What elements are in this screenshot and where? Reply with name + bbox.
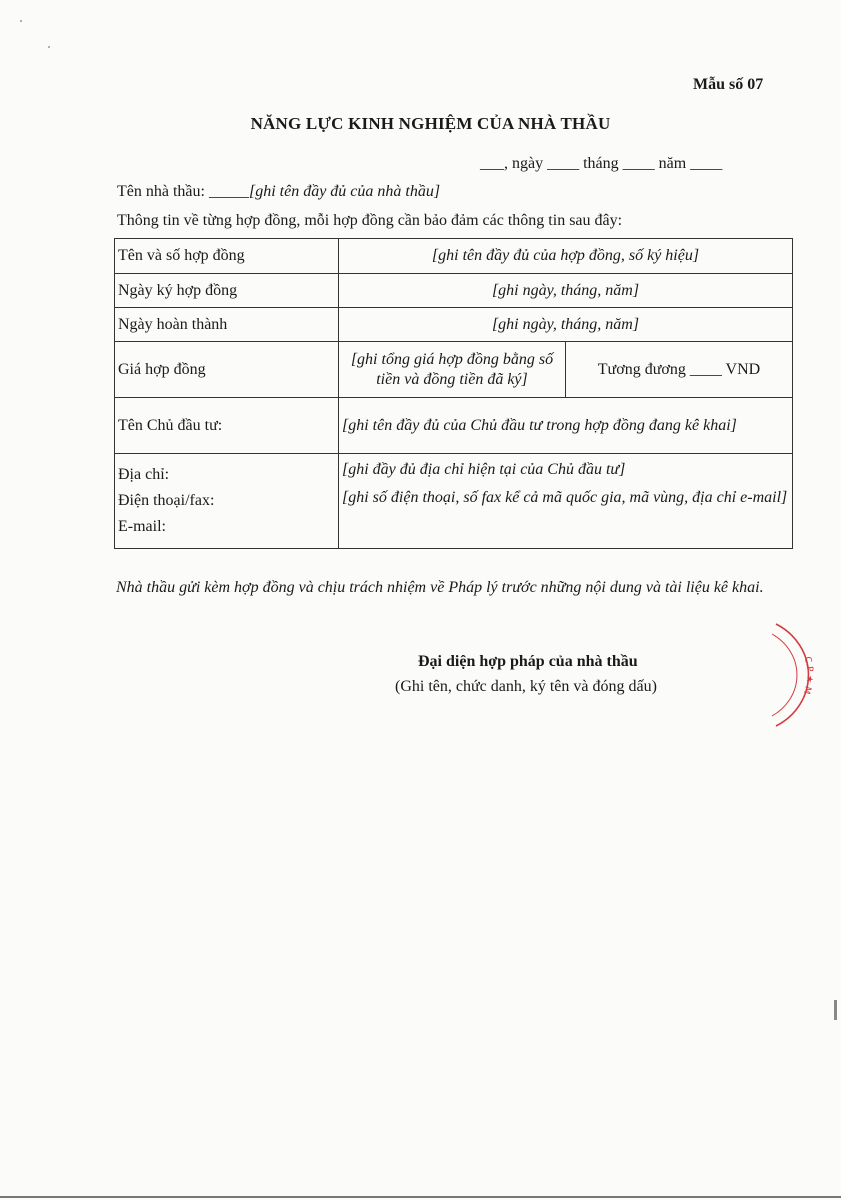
- scan-edge-mark: [834, 1000, 837, 1020]
- signature-subtitle: (Ghi tên, chức danh, ký tên và đóng dấu): [395, 678, 657, 695]
- owner-name-value: [ghi tên đầy đủ của Chủ đầu tư trong hợp đồng đang kê khai]: [339, 398, 793, 454]
- contract-price-equivalent: Tương đương ____ VND: [566, 342, 793, 398]
- address-label: Địa chỉ:: [118, 466, 170, 483]
- document-title: NĂNG LỰC KINH NGHIỆM CỦA NHÀ THẦU: [250, 114, 611, 133]
- table-row: [115, 239, 793, 274]
- contractor-name-line: [117, 183, 440, 201]
- scan-speck: [20, 20, 22, 22]
- contractor-placeholder: [ghi tên đầy đủ của nhà thầu]: [248, 183, 441, 200]
- seal-outer-ring: [776, 624, 808, 726]
- address-value: [ghi đầy đủ địa chỉ hiện tại của Chủ đầu tư]: [342, 461, 626, 478]
- table-row: [115, 308, 793, 342]
- contact-value: [ghi số điện thoại, số fax kể cả mã quốc gia, mã vùng, địa chỉ e-mail]: [342, 489, 788, 506]
- partial-seal-stamp: [770, 620, 841, 730]
- contract-price-value: [ghi tổng giá hợp đồng bằng số tiền và đồng tiền đã ký]: [339, 342, 566, 398]
- table-row: [115, 398, 793, 454]
- contractor-label: Tên nhà thầu: _____: [117, 183, 249, 200]
- contract-price-label: Giá hợp đồng: [115, 342, 339, 398]
- contractor-note: Nhà thầu gửi kèm hợp đồng và chịu trách nhiệm về Pháp lý trước những nội dung và tài liệu kê khai.: [116, 579, 764, 596]
- owner-name-label: Tên Chủ đầu tư:: [115, 398, 339, 454]
- seal-text: C.P ★ M: [800, 655, 815, 696]
- sign-date-label: Ngày ký hợp đồng: [115, 274, 339, 308]
- info-intro: Thông tin về từng hợp đồng, mỗi hợp đồng cần bảo đảm các thông tin sau đây:: [117, 212, 623, 229]
- contract-info-table: [114, 238, 793, 549]
- contact-labels: [115, 454, 339, 549]
- scan-bottom-edge: [0, 1196, 841, 1198]
- contact-values: [339, 454, 793, 549]
- table-row: [115, 454, 793, 549]
- seal-inner-ring: [772, 634, 797, 716]
- email-label: E-mail:: [118, 518, 166, 535]
- sign-date-value: [ghi ngày, tháng, năm]: [339, 274, 793, 308]
- table-row: [115, 342, 793, 398]
- phone-fax-label: Điện thoại/fax:: [118, 492, 215, 509]
- date-line: ___, ngày ____ tháng ____ năm ____: [480, 155, 723, 172]
- signature-title: Đại diện hợp pháp của nhà thầu: [418, 653, 638, 670]
- table-row: [115, 274, 793, 308]
- completion-date-label: Ngày hoàn thành: [115, 308, 339, 342]
- completion-date-value: [ghi ngày, tháng, năm]: [339, 308, 793, 342]
- contract-name-value: [ghi tên đầy đủ của hợp đồng, số ký hiệu]: [339, 239, 793, 274]
- contract-name-label: Tên và số hợp đồng: [115, 239, 339, 274]
- form-number: Mẫu số 07: [693, 76, 764, 93]
- scan-speck: [48, 46, 50, 48]
